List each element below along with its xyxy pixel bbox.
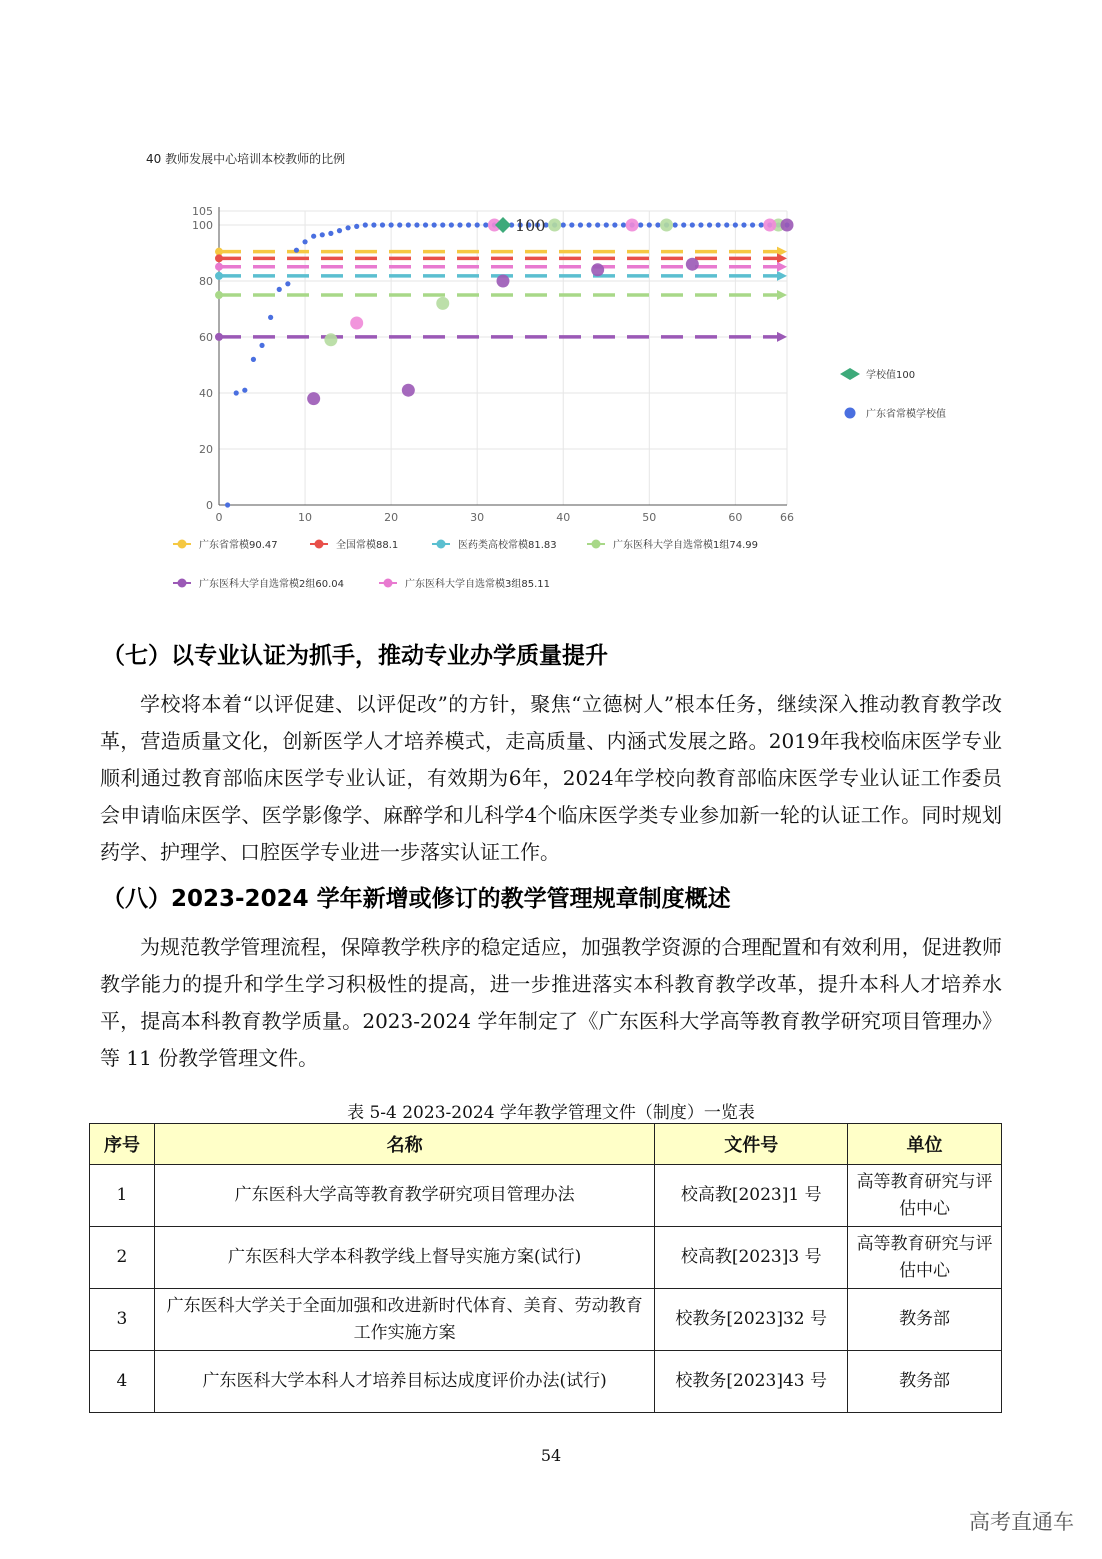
reference-line-start-dot xyxy=(215,272,223,280)
header-file-no: 文件号 xyxy=(655,1124,848,1165)
province-point xyxy=(414,222,419,227)
group-point xyxy=(307,392,320,405)
header-unit: 单位 xyxy=(848,1124,1002,1165)
province-point xyxy=(285,281,290,286)
legend-label: 医药类高校常模81.83 xyxy=(458,540,557,551)
y-tick-label: 0 xyxy=(206,499,213,512)
province-point xyxy=(397,222,402,227)
cell-name: 广东医科大学关于全面加强和改进新时代体育、美育、劳动教育工作实施方案 xyxy=(154,1289,654,1351)
legend-province-label: 广东省常模学校值 xyxy=(866,409,946,420)
legend-province-marker xyxy=(845,408,856,419)
province-point xyxy=(724,222,729,227)
table-row xyxy=(90,1289,1002,1351)
reference-line-start-dot xyxy=(215,263,223,271)
province-point xyxy=(673,222,678,227)
province-point xyxy=(251,357,256,362)
province-point xyxy=(647,222,652,227)
cell-index: 1 xyxy=(90,1165,155,1227)
reference-line-arrow xyxy=(777,271,787,281)
y-tick-label: 20 xyxy=(199,443,213,456)
province-point xyxy=(733,222,738,227)
watermark: 高考直通车 xyxy=(969,1510,1074,1534)
header-name: 名称 xyxy=(154,1124,654,1165)
province-point xyxy=(741,222,746,227)
cell-unit: 教务部 xyxy=(848,1351,1002,1413)
province-point xyxy=(423,222,428,227)
province-point xyxy=(432,222,437,227)
reference-line-start-dot xyxy=(215,291,223,299)
legend-marker xyxy=(315,540,324,549)
province-point xyxy=(225,502,230,507)
province-point xyxy=(440,222,445,227)
province-point xyxy=(277,287,282,292)
province-point xyxy=(759,222,764,227)
province-point xyxy=(380,222,385,227)
province-point xyxy=(320,232,325,237)
province-point xyxy=(259,343,264,348)
group-point xyxy=(626,219,639,232)
header-index: 序号 xyxy=(90,1124,155,1165)
y-tick-label: 100 xyxy=(192,219,213,232)
legend-label: 广东医科大学自选常模1组74.99 xyxy=(613,540,758,551)
group-point xyxy=(436,297,449,310)
cell-name: 广东医科大学本科人才培养目标达成度评价办法(试行) xyxy=(154,1351,654,1413)
group-point xyxy=(350,317,363,330)
group-point xyxy=(548,219,561,232)
province-point xyxy=(655,222,660,227)
province-point xyxy=(569,222,574,227)
province-point xyxy=(595,222,600,227)
province-point xyxy=(475,222,480,227)
legend-school-marker xyxy=(840,368,860,380)
y-tick-label: 60 xyxy=(199,331,213,344)
scatter-chart xyxy=(150,195,990,615)
province-point xyxy=(345,225,350,230)
province-point xyxy=(586,222,591,227)
province-point xyxy=(621,222,626,227)
legend-marker xyxy=(384,579,393,588)
province-point xyxy=(457,222,462,227)
reference-line-arrow xyxy=(777,332,787,342)
province-point xyxy=(449,222,454,227)
group-point xyxy=(781,219,794,232)
reference-line-arrow xyxy=(777,262,787,272)
cell-unit: 高等教育研究与评估中心 xyxy=(848,1165,1002,1227)
cell-file-no: 校高教[2023]1 号 xyxy=(655,1165,848,1227)
province-point xyxy=(681,222,686,227)
group-point xyxy=(324,333,337,346)
table-row xyxy=(90,1351,1002,1413)
y-tick-label: 80 xyxy=(199,275,213,288)
province-point xyxy=(302,239,307,244)
province-point xyxy=(371,222,376,227)
province-point xyxy=(242,388,247,393)
province-point xyxy=(561,222,566,227)
province-point xyxy=(690,222,695,227)
y-tick-label: 105 xyxy=(192,205,213,218)
group-point xyxy=(591,263,604,276)
legend-school-label: 学校值100 xyxy=(866,370,916,381)
reference-line-start-dot xyxy=(215,254,223,262)
legend-marker xyxy=(437,540,446,549)
province-point xyxy=(698,222,703,227)
province-point xyxy=(406,222,411,227)
table-caption: 表 5-4 2023-2024 学年教学管理文件（制度）一览表 xyxy=(347,1103,755,1123)
province-point xyxy=(294,248,299,253)
province-point xyxy=(716,222,721,227)
cell-unit: 高等教育研究与评估中心 xyxy=(848,1227,1002,1289)
legend-marker xyxy=(592,540,601,549)
province-point xyxy=(483,222,488,227)
x-tick-label: 10 xyxy=(298,511,313,524)
legend-label: 全国常模88.1 xyxy=(336,540,399,551)
table-row xyxy=(90,1165,1002,1227)
group-point xyxy=(686,258,699,271)
cell-name: 广东医科大学高等教育教学研究项目管理办法 xyxy=(154,1165,654,1227)
x-tick-label: 40 xyxy=(556,511,571,524)
cell-index: 2 xyxy=(90,1227,155,1289)
cell-name: 广东医科大学本科教学线上督导实施方案(试行) xyxy=(154,1227,654,1289)
table-row xyxy=(90,1227,1002,1289)
legend-label: 广东医科大学自选常模3组85.11 xyxy=(405,579,550,590)
province-point xyxy=(337,228,342,233)
province-point xyxy=(578,222,583,227)
group-point xyxy=(660,219,673,232)
x-tick-label: 30 xyxy=(470,511,485,524)
table-header-row xyxy=(90,1124,1002,1165)
group-point xyxy=(402,384,415,397)
x-tick-label: 0 xyxy=(215,511,223,524)
group-point xyxy=(497,275,510,288)
province-point xyxy=(328,231,333,236)
cell-file-no: 校教务[2023]43 号 xyxy=(655,1351,848,1413)
province-point xyxy=(707,222,712,227)
province-point xyxy=(612,222,617,227)
group-point xyxy=(763,219,776,232)
section8-paragraph: 为规范教学管理流程，保障教学秩序的稳定适应，加强教学资源的合理配置和有效利用，促进教师教学能力的提升和学生学习积极性的提高，进一步推进落实本科教育教学改革，提升本科人才培养水平，提高本科教育教学质量。2023-2024 学年制定了《广东医科大学高等教育教学研究项目管理办》等 11 份教学管理文件。 xyxy=(100,935,1002,1070)
legend-marker xyxy=(178,579,187,588)
figure-title: 40 教师发展中心培训本校教师的比例 xyxy=(146,152,346,166)
legend-marker xyxy=(178,540,187,549)
x-tick-label: 50 xyxy=(642,511,657,524)
y-tick-label: 40 xyxy=(199,387,213,400)
section7-paragraph: 学校将本着“以评促建、以评促改”的方针，聚焦“立德树人”根本任务，继续深入推动教育教学改革，营造质量文化，创新医学人才培养模式，走高质量、内涵式发展之路。2019年我校临床医学专业顺利通过教育部临床医学专业认证，有效期为6年，2024年学校向教育部临床医学专业认证工作委员会申请临床医学、医学影像学、麻醉学和儿科学4个临床医学类专业参加新一轮的认证工作。同时规划药学、护理学、口腔医学专业进一步落实认证工作。 xyxy=(100,692,1002,864)
province-point xyxy=(750,222,755,227)
school-point-label: 100 xyxy=(515,216,546,235)
cell-file-no: 校教务[2023]32 号 xyxy=(655,1289,848,1351)
section8-heading: （八）2023-2024 学年新增或修订的教学管理规章制度概述 xyxy=(102,886,731,912)
cell-index: 4 xyxy=(90,1351,155,1413)
province-point xyxy=(268,315,273,320)
province-point xyxy=(466,222,471,227)
province-point xyxy=(234,390,239,395)
cell-unit: 教务部 xyxy=(848,1289,1002,1351)
reference-line-arrow xyxy=(777,253,787,263)
province-point xyxy=(389,222,394,227)
x-tick-label: 60 xyxy=(728,511,743,524)
regulations-table xyxy=(89,1123,1002,1413)
reference-line-arrow xyxy=(777,290,787,300)
reference-line-start-dot xyxy=(215,333,223,341)
section7-heading: （七）以专业认证为抓手，推动专业办学质量提升 xyxy=(102,643,608,669)
province-point xyxy=(604,222,609,227)
x-tick-label: 20 xyxy=(384,511,399,524)
cell-file-no: 校高教[2023]3 号 xyxy=(655,1227,848,1289)
cell-index: 3 xyxy=(90,1289,155,1351)
province-point xyxy=(354,224,359,229)
province-point xyxy=(638,222,643,227)
legend-label: 广东省常模90.47 xyxy=(199,540,278,551)
x-tick-label: 66 xyxy=(780,511,794,524)
province-point xyxy=(363,222,368,227)
legend-label: 广东医科大学自选常模2组60.04 xyxy=(199,579,344,590)
page-number: 54 xyxy=(540,1446,562,1465)
province-point xyxy=(311,234,316,239)
